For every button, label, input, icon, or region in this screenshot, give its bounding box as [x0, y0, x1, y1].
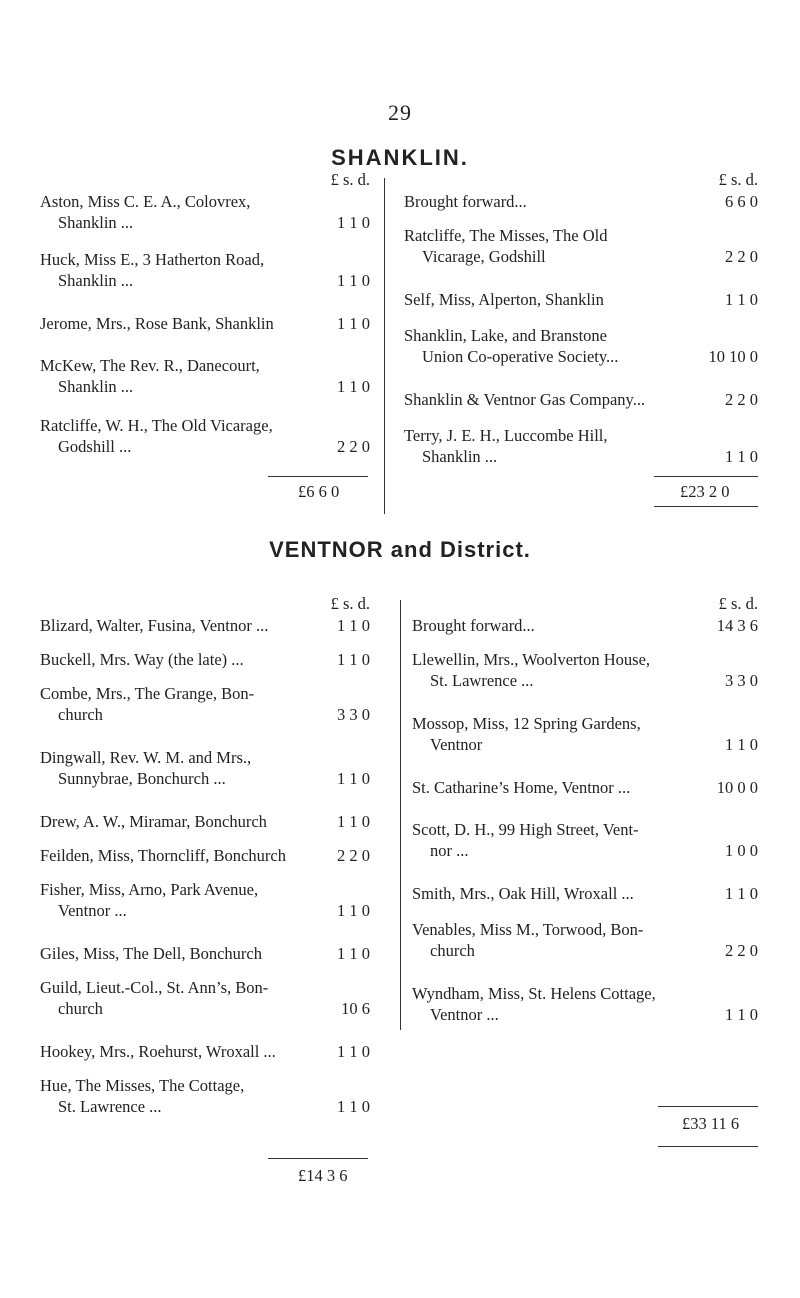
- column-total: £6 6 0: [298, 482, 340, 501]
- entry-name: Shanklin, Lake, and Branstone: [404, 326, 607, 345]
- entry-amount: 2 2 0: [337, 437, 370, 456]
- entry-name: Brought forward...: [404, 192, 527, 211]
- entry-name: Fisher, Miss, Arno, Park Avenue,: [40, 880, 259, 899]
- total-rule: [268, 476, 368, 477]
- entry-amount: 2 2 0: [337, 846, 370, 865]
- entry-amount: 2 2 0: [725, 247, 758, 266]
- column-header: £ s. d.: [330, 594, 370, 613]
- entry-name: Hookey, Mrs., Roehurst, Wroxall ...: [40, 1042, 276, 1061]
- entry-amount: 1 1 0: [337, 1042, 370, 1061]
- entry-list: [404, 170, 758, 470]
- entry-name: Self, Miss, Alperton, Shanklin: [404, 290, 604, 309]
- entry-amount: 1 1 0: [725, 1005, 758, 1024]
- entry-continuation: Shanklin ...: [422, 447, 498, 466]
- entry-continuation: church: [430, 941, 475, 960]
- entry-amount: 1 1 0: [337, 650, 370, 669]
- entry-continuation: Ventnor ...: [58, 901, 127, 920]
- entry-amount: 2 2 0: [725, 941, 758, 960]
- column-header: £ s. d.: [718, 170, 758, 189]
- entry-name: Terry, J. E. H., Luccombe Hill,: [404, 426, 608, 445]
- entry-continuation: Shanklin ...: [58, 213, 134, 232]
- entry-amount: 1 1 0: [337, 769, 370, 788]
- entry-continuation: Shanklin ...: [58, 271, 134, 290]
- entry-amount: 1 1 0: [725, 290, 758, 309]
- entry-name: Blizard, Walter, Fusina, Ventnor ...: [40, 616, 269, 635]
- entry-continuation: church: [58, 999, 103, 1018]
- shanklin-right-column: [404, 170, 758, 530]
- entry-name: Ratcliffe, The Misses, The Old: [404, 226, 608, 245]
- entry-continuation: Shanklin ...: [58, 377, 134, 396]
- entry-continuation: Vicarage, Godshill: [422, 247, 546, 266]
- entry-amount: 1 1 0: [337, 901, 370, 920]
- entry-name: Drew, A. W., Miramar, Bonchurch: [40, 812, 267, 831]
- entry-amount: 1 1 0: [725, 884, 758, 903]
- total-rule: [654, 476, 758, 477]
- entry-name: Jerome, Mrs., Rose Bank, Shanklin: [40, 314, 274, 333]
- entry-amount: 10 6: [341, 999, 370, 1018]
- entry-name: Brought forward...: [412, 616, 535, 635]
- entry-name: McKew, The Rev. R., Danecourt,: [40, 356, 260, 375]
- entry-continuation: Sunnybrae, Bonchurch ...: [58, 769, 226, 788]
- shanklin-left-column: [40, 170, 370, 530]
- entry-continuation: Godshill ...: [58, 437, 132, 456]
- entry-name: Combe, Mrs., The Grange, Bon-: [40, 684, 255, 703]
- column-divider: [384, 178, 385, 514]
- entry-amount: 3 3 0: [337, 705, 370, 724]
- entry-amount: 2 2 0: [725, 390, 758, 409]
- entry-name: Scott, D. H., 99 High Street, Vent-: [412, 820, 639, 839]
- entry-amount: 10 0 0: [716, 778, 758, 797]
- section-title-ventnor: VENTNOR and District.: [269, 537, 531, 562]
- total-rule: [654, 506, 758, 507]
- column-total: £23 2 0: [680, 482, 730, 501]
- column-divider: [400, 600, 401, 1030]
- entry-amount: 1 1 0: [337, 812, 370, 831]
- entry-name: Llewellin, Mrs., Woolverton House,: [412, 650, 651, 669]
- entry-amount: 6 6 0: [725, 192, 758, 211]
- entry-name: Mossop, Miss, 12 Spring Gardens,: [412, 714, 641, 733]
- column-total: £14 3 6: [298, 1166, 348, 1185]
- entry-name: Feilden, Miss, Thorncliff, Bonchurch: [40, 846, 286, 865]
- entry-continuation: church: [58, 705, 103, 724]
- entry-amount: 1 1 0: [725, 735, 758, 754]
- entry-name: Smith, Mrs., Oak Hill, Wroxall ...: [412, 884, 634, 903]
- total-rule: [658, 1106, 758, 1107]
- entry-amount: 1 1 0: [725, 447, 758, 466]
- entry-amount: 1 1 0: [337, 1097, 370, 1116]
- entry-amount: 14 3 6: [716, 616, 758, 635]
- entry-amount: 1 1 0: [337, 271, 370, 290]
- entry-name: Buckell, Mrs. Way (the late) ...: [40, 650, 244, 669]
- entry-name: Dingwall, Rev. W. M. and Mrs.,: [40, 748, 252, 767]
- entry-amount: 1 1 0: [337, 377, 370, 396]
- entry-continuation: St. Lawrence ...: [430, 671, 534, 690]
- ventnor-left-column: [40, 594, 370, 1185]
- entry-list: [40, 170, 370, 470]
- entry-amount: 1 1 0: [337, 213, 370, 232]
- ventnor-right-column: [412, 594, 758, 1133]
- column-header: £ s. d.: [718, 594, 758, 613]
- entry-list: [412, 594, 758, 1024]
- entry-name: Hue, The Misses, The Cottage,: [40, 1076, 245, 1095]
- entry-name: Shanklin & Ventnor Gas Company...: [404, 390, 646, 409]
- entry-amount: 1 1 0: [337, 616, 370, 635]
- total-rule: [268, 1158, 368, 1159]
- column-total: £33 11 6: [682, 1114, 740, 1133]
- entry-continuation: St. Lawrence ...: [58, 1097, 162, 1116]
- total-rule: [658, 1146, 758, 1147]
- entry-amount: 3 3 0: [725, 671, 758, 690]
- entry-amount: 1 1 0: [337, 314, 370, 333]
- entry-list: [40, 594, 370, 1116]
- page-number: 29: [388, 100, 412, 125]
- section-title-shanklin: SHANKLIN.: [331, 145, 469, 170]
- entry-name: Guild, Lieut.-Col., St. Ann’s, Bon-: [40, 978, 269, 997]
- column-header: £ s. d.: [330, 170, 370, 189]
- entry-continuation: nor ...: [430, 841, 469, 860]
- entry-continuation: Ventnor: [430, 735, 483, 754]
- entry-name: Ratcliffe, W. H., The Old Vicarage,: [40, 416, 273, 435]
- entry-amount: 1 0 0: [725, 841, 758, 860]
- entry-continuation: Ventnor ...: [430, 1005, 499, 1024]
- entry-amount: 10 10 0: [708, 347, 758, 366]
- entry-continuation: Union Co-operative Society...: [422, 347, 619, 366]
- entry-name: Huck, Miss E., 3 Hatherton Road,: [40, 250, 265, 269]
- entry-name: Aston, Miss C. E. A., Colovrex,: [40, 192, 251, 211]
- entry-name: St. Catharine’s Home, Ventnor ...: [412, 778, 631, 797]
- entry-amount: 1 1 0: [337, 944, 370, 963]
- entry-name: Wyndham, Miss, St. Helens Cottage,: [412, 984, 656, 1003]
- entry-name: Giles, Miss, The Dell, Bonchurch: [40, 944, 262, 963]
- entry-name: Venables, Miss M., Torwood, Bon-: [412, 920, 644, 939]
